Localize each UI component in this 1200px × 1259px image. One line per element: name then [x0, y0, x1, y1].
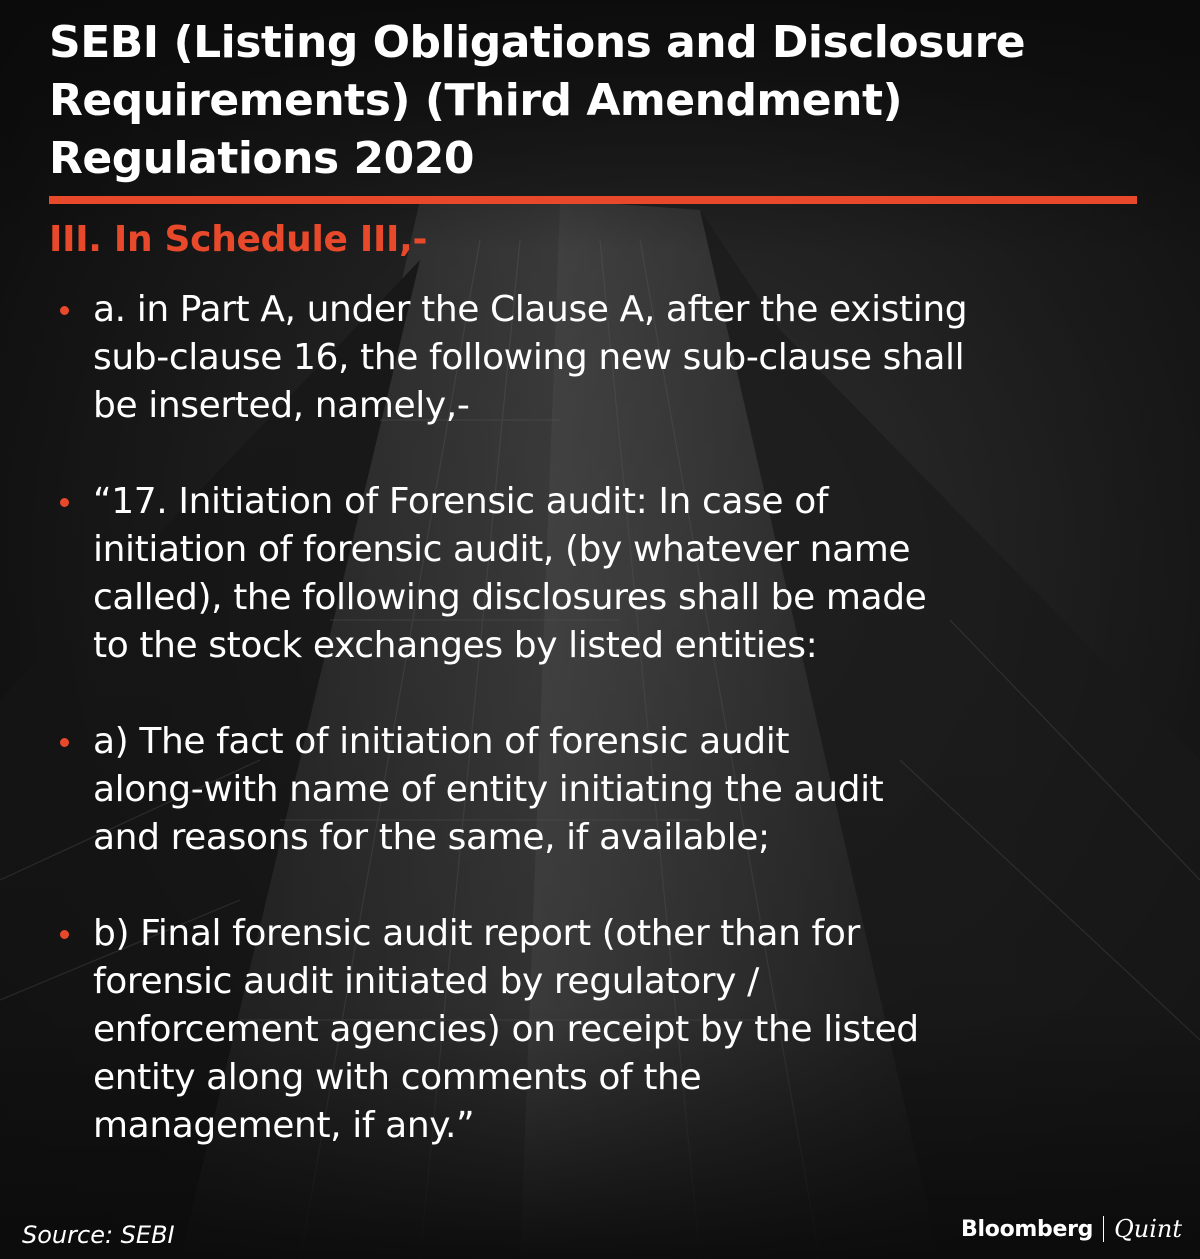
brand-divider — [1103, 1216, 1104, 1242]
bullet-line: and reasons for the same, if available; — [93, 817, 770, 858]
bullet-dot-icon — [60, 930, 69, 939]
bullet-line: enforcement agencies) on receipt by the listed — [93, 1009, 919, 1050]
source-credit: Source: SEBI — [22, 1221, 175, 1249]
bullet-item — [60, 478, 1145, 670]
bullet-line: to the stock exchanges by listed entities: — [93, 625, 818, 666]
bullet-line: called), the following disclosures shall be made — [93, 577, 927, 618]
bullet-text — [93, 286, 1145, 430]
bullet-text — [93, 718, 1145, 862]
brand-logo — [961, 1215, 1182, 1243]
bullet-item — [60, 286, 1145, 430]
bullet-item — [60, 910, 1145, 1150]
page-title — [49, 14, 1159, 188]
title-divider — [49, 196, 1137, 204]
bullet-dot-icon — [60, 498, 69, 507]
title-line: SEBI (Listing Obligations and Disclosure — [49, 17, 1026, 68]
brand-name: Bloomberg — [961, 1216, 1094, 1242]
bullet-line: forensic audit initiated by regulatory / — [93, 961, 759, 1002]
bullet-line: management, if any.” — [93, 1105, 475, 1146]
bullet-item — [60, 718, 1145, 862]
title-line: Requirements) (Third Amendment) — [49, 75, 903, 126]
title-line: Regulations 2020 — [49, 133, 474, 184]
bullet-line: be inserted, namely,- — [93, 385, 470, 426]
bullet-line: a. in Part A, under the Clause A, after the existing — [93, 289, 968, 330]
bullet-line: sub-clause 16, the following new sub-clause shall — [93, 337, 965, 378]
bullet-text — [93, 478, 1145, 670]
bullet-line: a) The fact of initiation of forensic audit — [93, 721, 790, 762]
bullet-dot-icon — [60, 306, 69, 315]
bullet-line: b) Final forensic audit report (other than for — [93, 913, 860, 954]
bullet-text — [93, 910, 1145, 1150]
brand-subname: Quint — [1114, 1215, 1182, 1243]
section-heading: III. In Schedule III,- — [49, 219, 428, 260]
bullet-line: entity along with comments of the — [93, 1057, 702, 1098]
bullet-line: “17. Initiation of Forensic audit: In case of — [93, 481, 829, 522]
bullet-dot-icon — [60, 738, 69, 747]
bullet-line: along-with name of entity initiating the audit — [93, 769, 884, 810]
bullet-line: initiation of forensic audit, (by whatever name — [93, 529, 911, 570]
